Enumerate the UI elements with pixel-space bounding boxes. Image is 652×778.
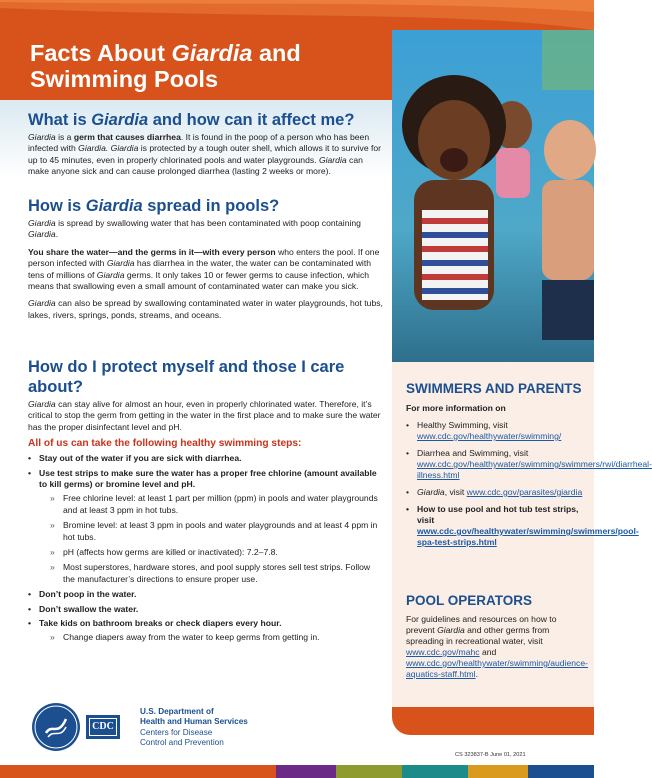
steps-heading: All of us can take the following healthy swimming steps: bbox=[28, 438, 302, 450]
link-diarrhea-swimming[interactable]: www.cdc.gov/healthywater/swimming/swimmers/rwi/diarrheal-illness.html bbox=[417, 459, 652, 480]
department-name: U.S. Department of Health and Human Services Centers for Disease Control and Prevention bbox=[140, 707, 248, 748]
section-how-spread bbox=[28, 196, 384, 321]
sub-list-item: » pH (affects how germs are killed or inactivated): 7.2–7.8. bbox=[39, 547, 384, 558]
sidebar-heading: POOL OPERATORS bbox=[406, 593, 533, 608]
paragraph: You share the water—and the germs in it—with every person who enters the pool. If one person infected with Giardia has diarrhea in the water, the water can be contaminated with tens of millions of Giardia germs. It only takes 10 or fewer germs to cause infection, which means that swallowing even a small amount of contaminated water can make you sick. bbox=[28, 246, 380, 292]
color-segment bbox=[276, 765, 336, 778]
sidebar-links-list bbox=[406, 420, 652, 548]
footer bbox=[0, 695, 392, 765]
paragraph: For guidelines and resources on how to prevent Giardia and other germs from spreading in recreational water, visit www.cdc.gov/mahc and www.cdc.gov/healthywater/swimming/audience-aquatics-staff.html. bbox=[406, 614, 588, 679]
color-segment bbox=[528, 765, 594, 778]
page-title: Facts About Giardia and Swimming Pools bbox=[30, 40, 301, 92]
sidebar-heading: SWIMMERS AND PARENTS bbox=[406, 381, 582, 396]
sub-list-item: » Most superstores, hardware stores, and pool supply stores sell test strips. Follow the manufacturer’s directions to ensure proper use. bbox=[39, 562, 384, 585]
list-item: • Diarrhea and Swimming, visit www.cdc.gov/healthywater/swimming/swimmers/rwi/diarrheal-illness.html bbox=[406, 448, 586, 481]
paragraph: Giardia can also be spread by swallowing contaminated water in water playgrounds, hot tubs, lakes, rivers, springs, ponds, streams, and oceans. bbox=[28, 298, 383, 320]
orange-accent-tab bbox=[392, 707, 594, 735]
document-code: CS 323837-B June 01, 2021 bbox=[455, 752, 526, 758]
link-healthy-swimming[interactable]: www.cdc.gov/healthywater/swimming/ bbox=[417, 431, 562, 441]
section-what-is-giardia bbox=[28, 110, 384, 178]
cdc-logo-icon: CDC bbox=[86, 715, 120, 739]
color-segment bbox=[186, 765, 276, 778]
list-item: • Healthy Swimming, visit www.cdc.gov/healthywater/swimming/ bbox=[406, 420, 586, 442]
section-heading: What is Giardia and how can it affect me? bbox=[28, 111, 355, 129]
list-item: • Don’t poop in the water. bbox=[28, 589, 384, 600]
hhs-seal-icon bbox=[32, 703, 80, 751]
bottom-color-bar bbox=[0, 765, 594, 778]
children-swimming-photo bbox=[392, 30, 594, 362]
list-item: • How to use pool and hot tub test strips, visit www.cdc.gov/healthywater/swimming/swimmers/pool-spa-test-strips.html bbox=[406, 504, 586, 548]
sub-list-item: » Free chlorine level: at least 1 part per million (ppm) in pools and water playgrounds and at least 3 ppm in hot tubs. bbox=[39, 493, 384, 516]
list-item: • Use test strips to make sure the water has a proper free chlorine (amount available to kill germs) or bromine level and pH. » Free chlorine level: at least 1 part per million (ppm) in pools and water playgrounds and at least 3 ppm in hot tubs. » Bromine level: at least 3 ppm in pools and water playgrounds and at least 4 ppm in hot tubs. » pH (affects how germs are killed or inactivated): 7.2–7.8. » Most superstores, hardware stores, and pool supply stores sell test strips. Follow the manufacturer’s directions to ensure proper use. bbox=[28, 468, 384, 586]
link-giardia[interactable]: www.cdc.gov/parasites/giardia bbox=[466, 487, 583, 497]
list-item: • Giardia, visit www.cdc.gov/parasites/giardia bbox=[406, 487, 586, 498]
color-segment bbox=[402, 765, 468, 778]
sidebar-subheading: For more information on bbox=[406, 403, 506, 413]
list-item: • Stay out of the water if you are sick with diarrhea. bbox=[28, 453, 384, 464]
color-segment bbox=[468, 765, 528, 778]
section-heading: How do I protect myself and those I care about? bbox=[28, 358, 345, 396]
section-heading: How is Giardia spread in pools? bbox=[28, 197, 280, 215]
list-item: • Take kids on bathroom breaks or check diapers every hour. » Change diapers away from the water to keep germs from getting in. bbox=[28, 618, 384, 643]
paragraph: Giardia is spread by swallowing water that has been contaminated with poop containing Giardia. bbox=[28, 218, 361, 240]
paragraph: Giardia is a germ that causes diarrhea. It is found in the poop of a person who has been infected with Giardia. Giardia is protected by a tough outer shell, which allows it to survive for up to 45 minutes, even in properly chlorinated pools and water playgrounds. Giardia can make anyone sick and can cause prolonged diarrhea (lasting 2 weeks or more). bbox=[28, 132, 382, 177]
link-aquatics-staff[interactable]: www.cdc.gov/healthywater/swimming/audience-aquatics-staff.html bbox=[406, 658, 588, 679]
link-test-strips[interactable]: www.cdc.gov/healthywater/swimming/swimmers/pool-spa-test-strips.html bbox=[417, 526, 639, 547]
paragraph: Giardia can stay alive for almost an hour, even in properly chlorinated water. Therefore, it’s critical to stop the germ from getting in the water in the first place and to make sure the water has the proper disinfectant level and pH. bbox=[28, 399, 381, 432]
sidebar-swimmers bbox=[406, 380, 652, 554]
list-item: • Don’t swallow the water. bbox=[28, 604, 384, 615]
sidebar-pool-operators bbox=[406, 592, 586, 680]
color-segment bbox=[0, 765, 100, 778]
section-protect bbox=[28, 357, 384, 643]
sub-list-item: » Bromine level: at least 3 ppm in pools and water playgrounds and at least 4 ppm in hot tubs. bbox=[39, 520, 384, 543]
steps-list bbox=[28, 453, 384, 643]
link-mahc[interactable]: www.cdc.gov/mahc bbox=[406, 647, 480, 657]
color-segment bbox=[336, 765, 402, 778]
sub-list-item: » Change diapers away from the water to keep germs from getting in. bbox=[39, 632, 384, 643]
color-segment bbox=[100, 765, 186, 778]
